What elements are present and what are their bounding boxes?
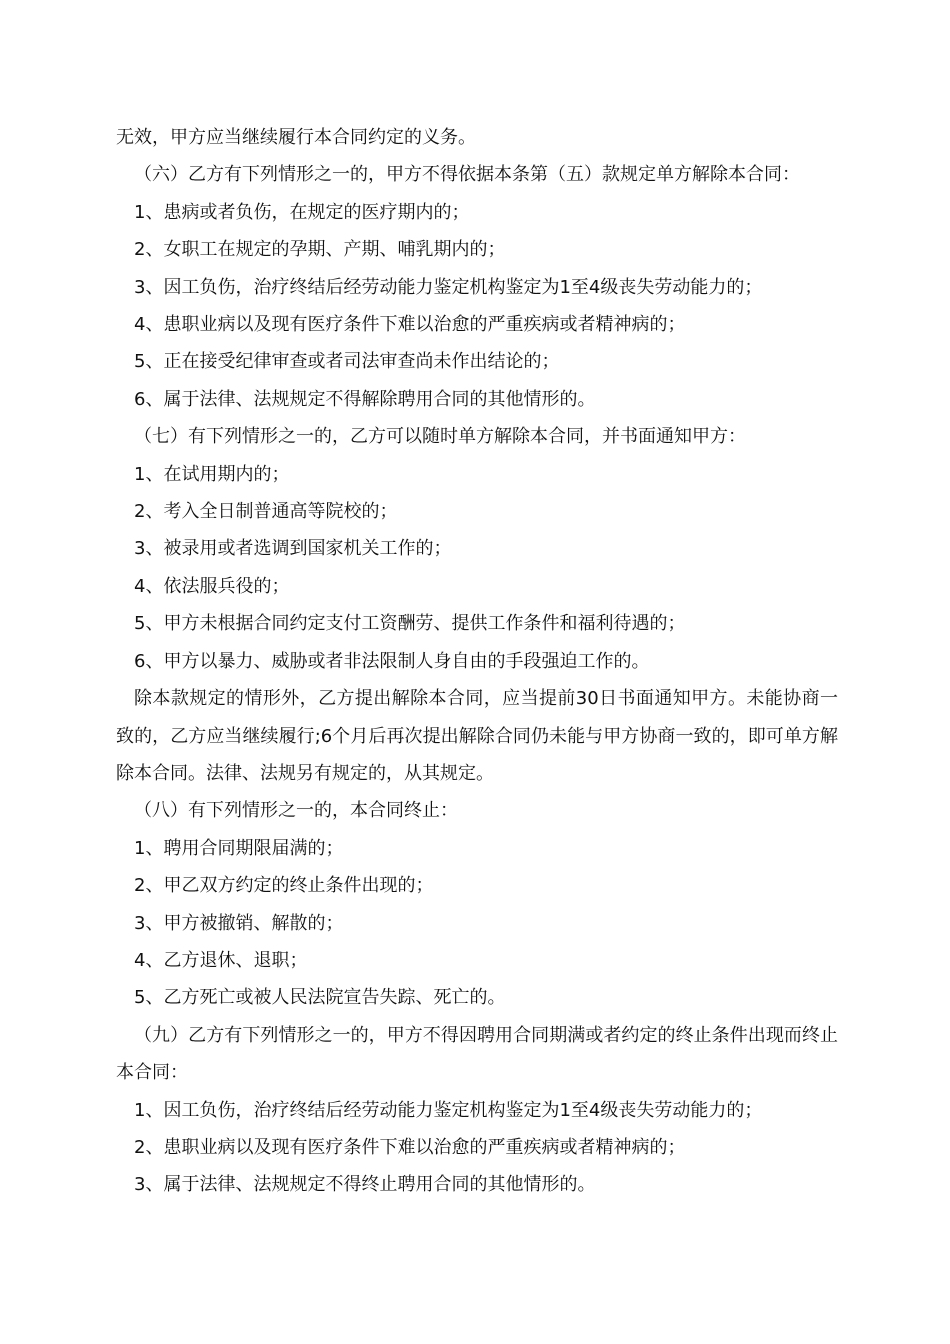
- clause-7-item-3: 3、被录用或者选调到国家机关工作的；: [134, 538, 452, 560]
- document-body: [116, 119, 838, 1204]
- clause-8-heading: （八）有下列情形之一的，本合同终止：: [134, 800, 458, 822]
- clause-6-item-4: 4、患职业病以及现有医疗条件下难以治愈的严重疾病或者精神病的；: [134, 314, 686, 336]
- clause-8-item-3: 3、甲方被撤销、解散的；: [134, 912, 344, 934]
- clause-7-note: 除本款规定的情形外，乙方提出解除本合同，应当提前30日书面通知甲方。未能协商一致的，乙方应当继续履行;6个月后再次提出解除合同仍未能与甲方协商一致的，即可单方解除本合同。法律、法规另有规定的，从其规定。: [116, 688, 838, 784]
- clause-7-item-2: 2、考入全日制普通高等院校的；: [134, 501, 398, 523]
- clause-8-item-1: 1、聘用合同期限届满的；: [134, 837, 344, 859]
- clause-9-heading: （九）乙方有下列情形之一的，甲方不得因聘用合同期满或者约定的终止条件出现而终止本合同：: [116, 1024, 838, 1084]
- clause-6-item-6: 6、属于法律、法规规定不得解除聘用合同的其他情形的。: [134, 388, 596, 410]
- clause-9-item-1: 1、因工负伤，治疗终结后经劳动能力鉴定机构鉴定为1至4级丧失劳动能力的；: [134, 1099, 763, 1121]
- clause-7-item-4: 4、依法服兵役的；: [134, 575, 290, 597]
- clause-8-item-4: 4、乙方退休、退职；: [134, 949, 308, 971]
- clause-7-heading: （七）有下列情形之一的，乙方可以随时单方解除本合同，并书面通知甲方：: [134, 426, 746, 448]
- clause-6-item-5: 5、正在接受纪律审查或者司法审查尚未作出结论的；: [134, 351, 560, 373]
- clause-7-item-6: 6、甲方以暴力、威胁或者非法限制人身自由的手段强迫工作的。: [134, 650, 650, 672]
- clause-7-item-5: 5、甲方未根据合同约定支付工资酬劳、提供工作条件和福利待遇的；: [134, 613, 686, 635]
- paragraph-continuation: 无效，甲方应当继续履行本合同约定的义务。: [116, 127, 476, 148]
- clause-8-item-2: 2、甲乙双方约定的终止条件出现的；: [134, 875, 434, 897]
- clause-6-heading: （六）乙方有下列情形之一的，甲方不得依据本条第（五）款规定单方解除本合同：: [134, 164, 800, 186]
- clause-8-item-5: 5、乙方死亡或被人民法院宣告失踪、死亡的。: [134, 987, 506, 1009]
- clause-9-item-2: 2、患职业病以及现有医疗条件下难以治愈的严重疾病或者精神病的；: [134, 1136, 686, 1158]
- clause-9-item-3: 3、属于法律、法规规定不得终止聘用合同的其他情形的。: [134, 1174, 596, 1196]
- clause-7-item-1: 1、在试用期内的；: [134, 463, 290, 485]
- clause-6-item-3: 3、因工负伤，治疗终结后经劳动能力鉴定机构鉴定为1至4级丧失劳动能力的；: [134, 276, 763, 298]
- clause-6-item-1: 1、患病或者负伤，在规定的医疗期内的；: [134, 201, 470, 223]
- clause-6-item-2: 2、女职工在规定的孕期、产期、哺乳期内的；: [134, 239, 506, 261]
